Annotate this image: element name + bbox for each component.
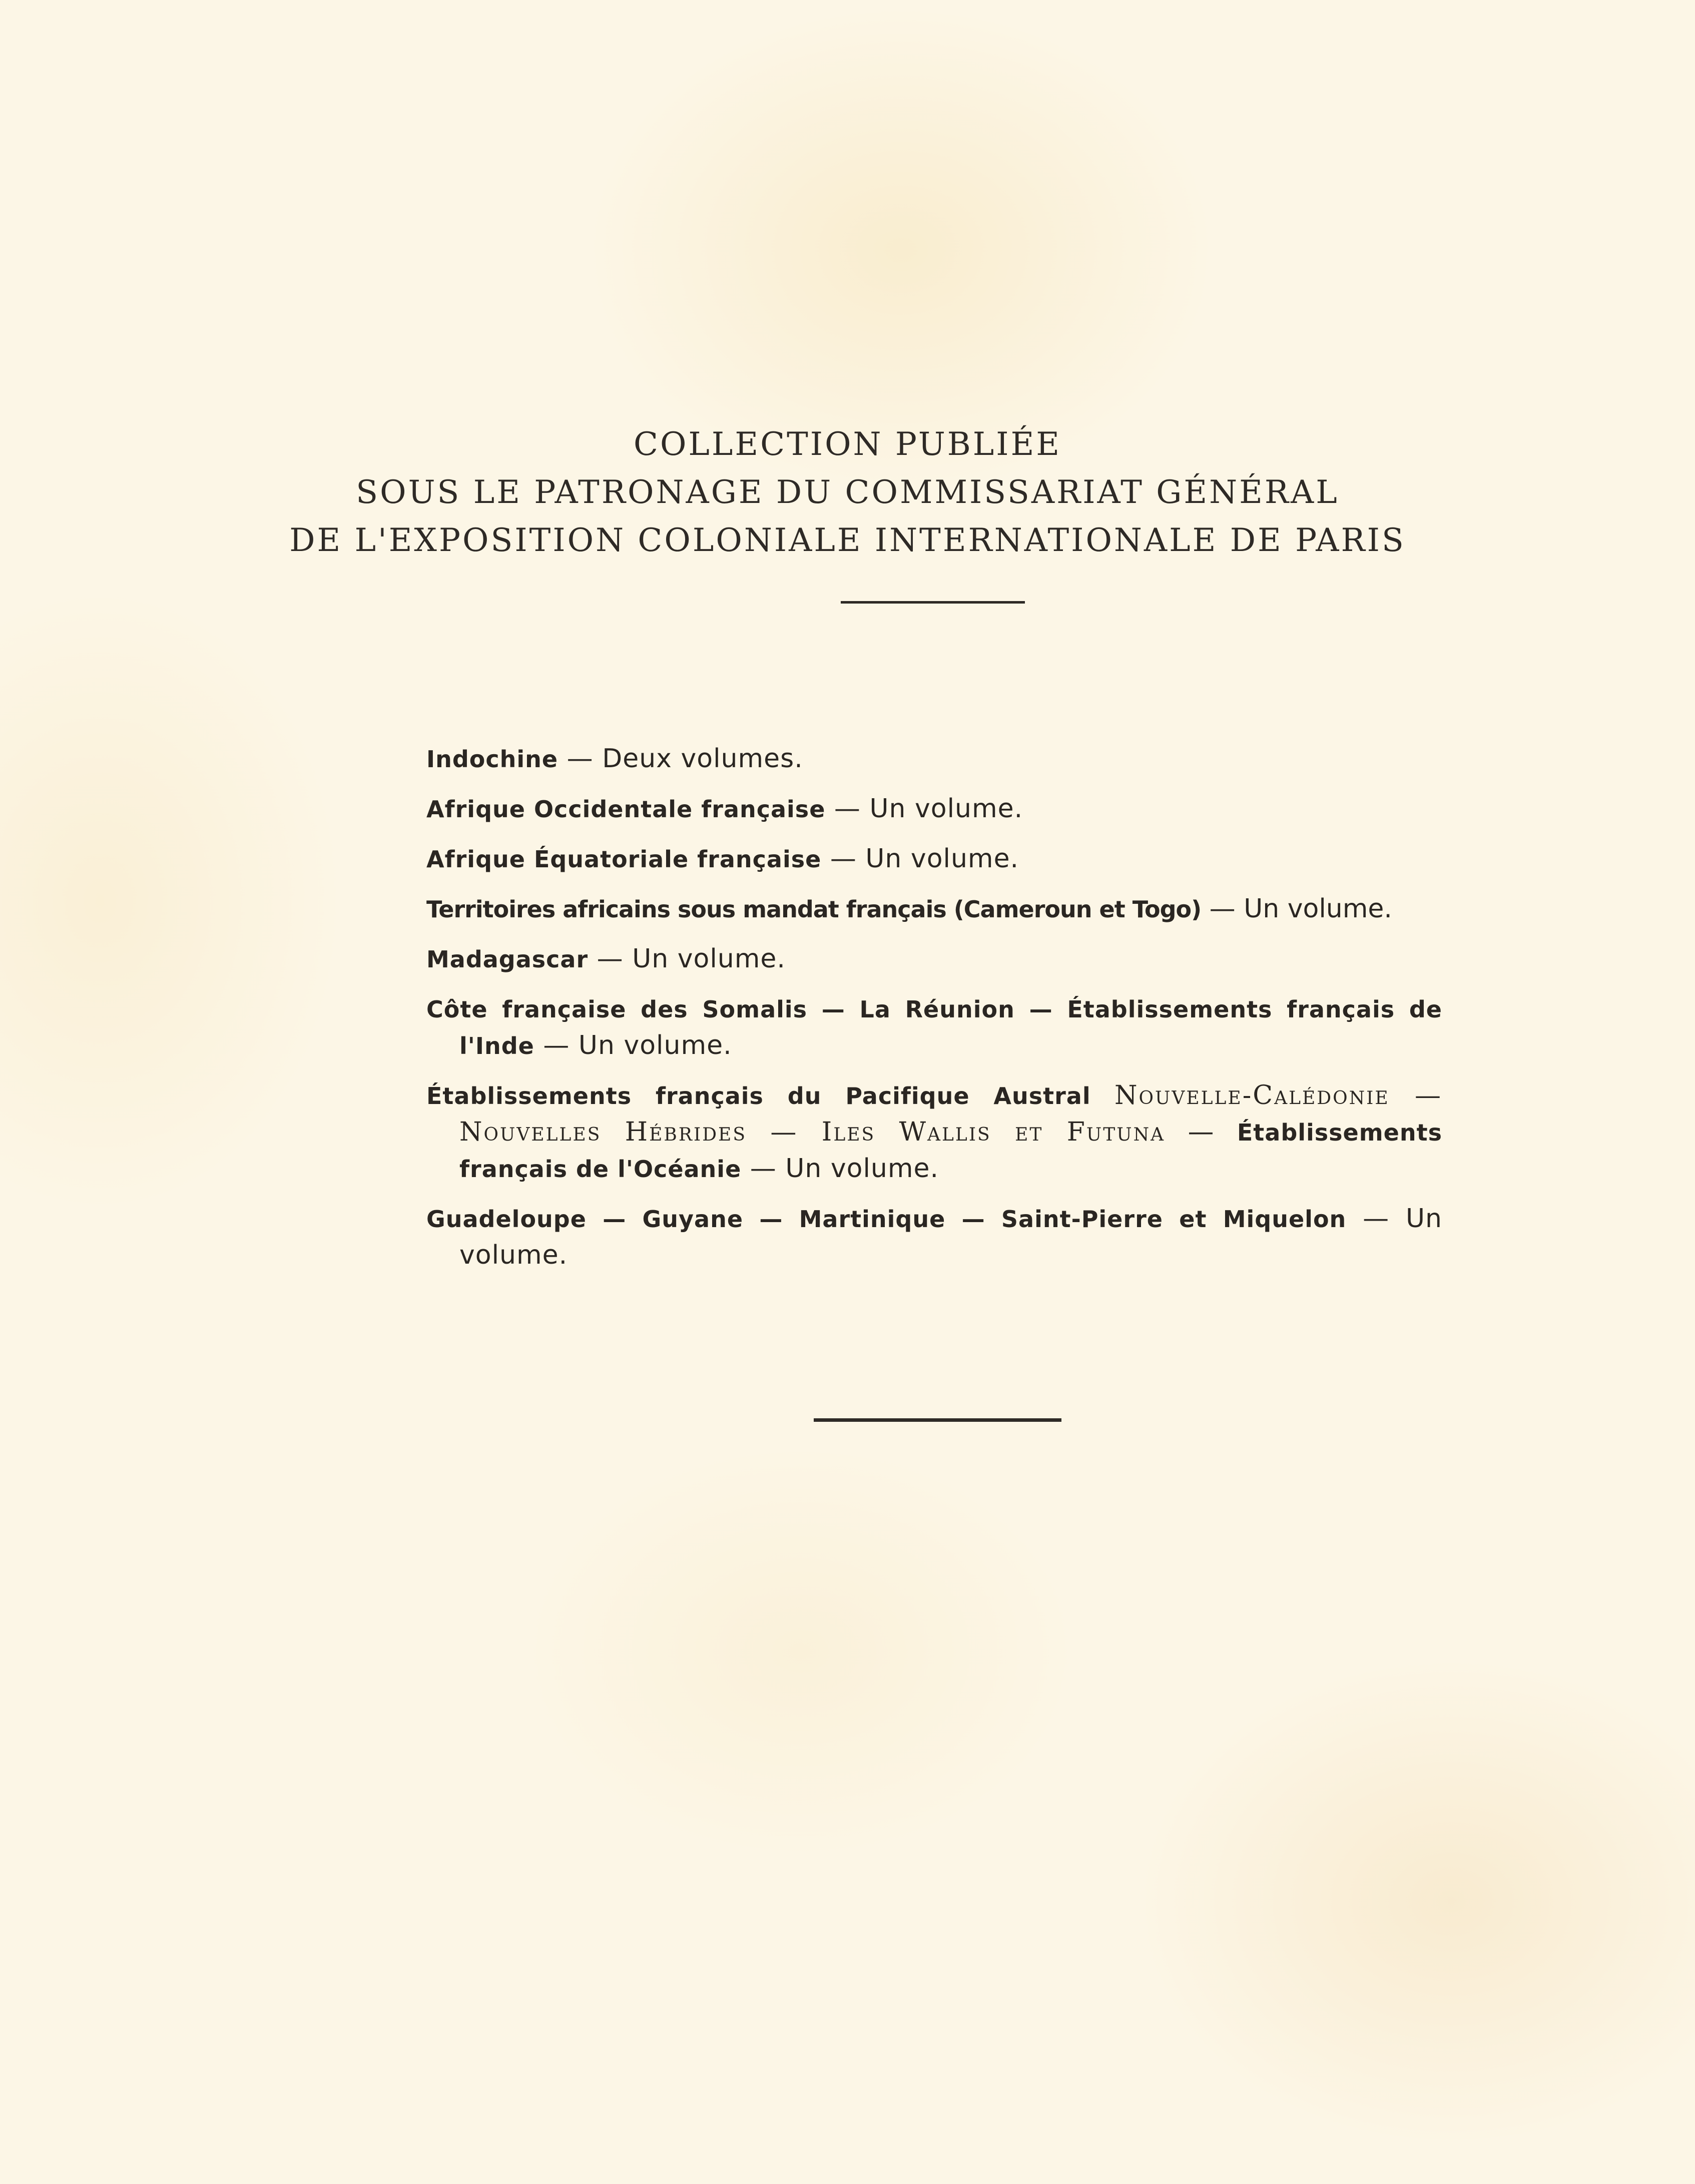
- collection-header: [0, 420, 1695, 565]
- item-volume: Deux volumes.: [602, 744, 803, 774]
- list-item: [426, 941, 1442, 977]
- item-dash: —: [558, 744, 603, 774]
- item-volume: Un volume.: [785, 1154, 939, 1184]
- header-line-1: COLLECTION PUBLIÉE: [633, 426, 1062, 463]
- top-divider: [841, 601, 1025, 604]
- list-item: [426, 1201, 1442, 1273]
- item-volume: Un volume.: [869, 794, 1023, 824]
- item-volume: Un volume.: [865, 844, 1019, 874]
- volume-list: [426, 741, 1442, 1287]
- item-dash: —: [588, 944, 633, 974]
- list-item: [426, 791, 1442, 827]
- item-dash: —: [825, 794, 870, 824]
- item-title: Guadeloupe — Guyane — Martinique — Saint-Pierre et Miquelon: [426, 1206, 1347, 1233]
- list-item: [426, 891, 1442, 927]
- item-title: Territoires africains sous mandat français (Cameroun et Togo): [426, 896, 1202, 923]
- item-title: Madagascar: [426, 946, 589, 973]
- item-title: Afrique Occidentale française: [426, 796, 826, 823]
- list-item: [426, 1077, 1442, 1187]
- item-dash: —: [821, 844, 866, 874]
- item-title: Établissements français du Pacifique Austral: [426, 1082, 1091, 1110]
- item-separator: —: [1165, 1117, 1237, 1147]
- item-volume: Un volume.: [578, 1030, 732, 1060]
- item-volume: Un volume.: [1244, 894, 1392, 924]
- header-line-3: DE L'EXPOSITION COLONIALE INTERNATIONALE DE PARIS: [289, 522, 1406, 559]
- item-subtitle-bold: Établissements français de l'Océanie: [459, 1119, 1442, 1183]
- item-title: Indochine: [426, 746, 558, 773]
- item-title: Afrique Équatoriale française: [426, 846, 822, 873]
- bottom-divider: [814, 1418, 1061, 1422]
- item-dash: —: [741, 1154, 786, 1184]
- item-subtitle: Nouvelle-Calédonie — Nouvelles Hébrides — Iles Wallis et Futuna: [459, 1080, 1442, 1147]
- list-item: [426, 741, 1442, 777]
- list-item: [426, 841, 1442, 877]
- item-title: Côte française des Somalis — La Réunion — Établissements français de l'Inde: [426, 996, 1442, 1059]
- item-dash: —: [1346, 1204, 1406, 1234]
- item-volume: Un volume.: [459, 1204, 1443, 1270]
- item-dash: —: [534, 1030, 579, 1060]
- item-volume: Un volume.: [632, 944, 786, 974]
- list-item: [426, 991, 1442, 1064]
- item-dash: —: [1201, 894, 1244, 924]
- header-line-2: SOUS LE PATRONAGE DU COMMISSARIAT GÉNÉRAL: [356, 474, 1339, 511]
